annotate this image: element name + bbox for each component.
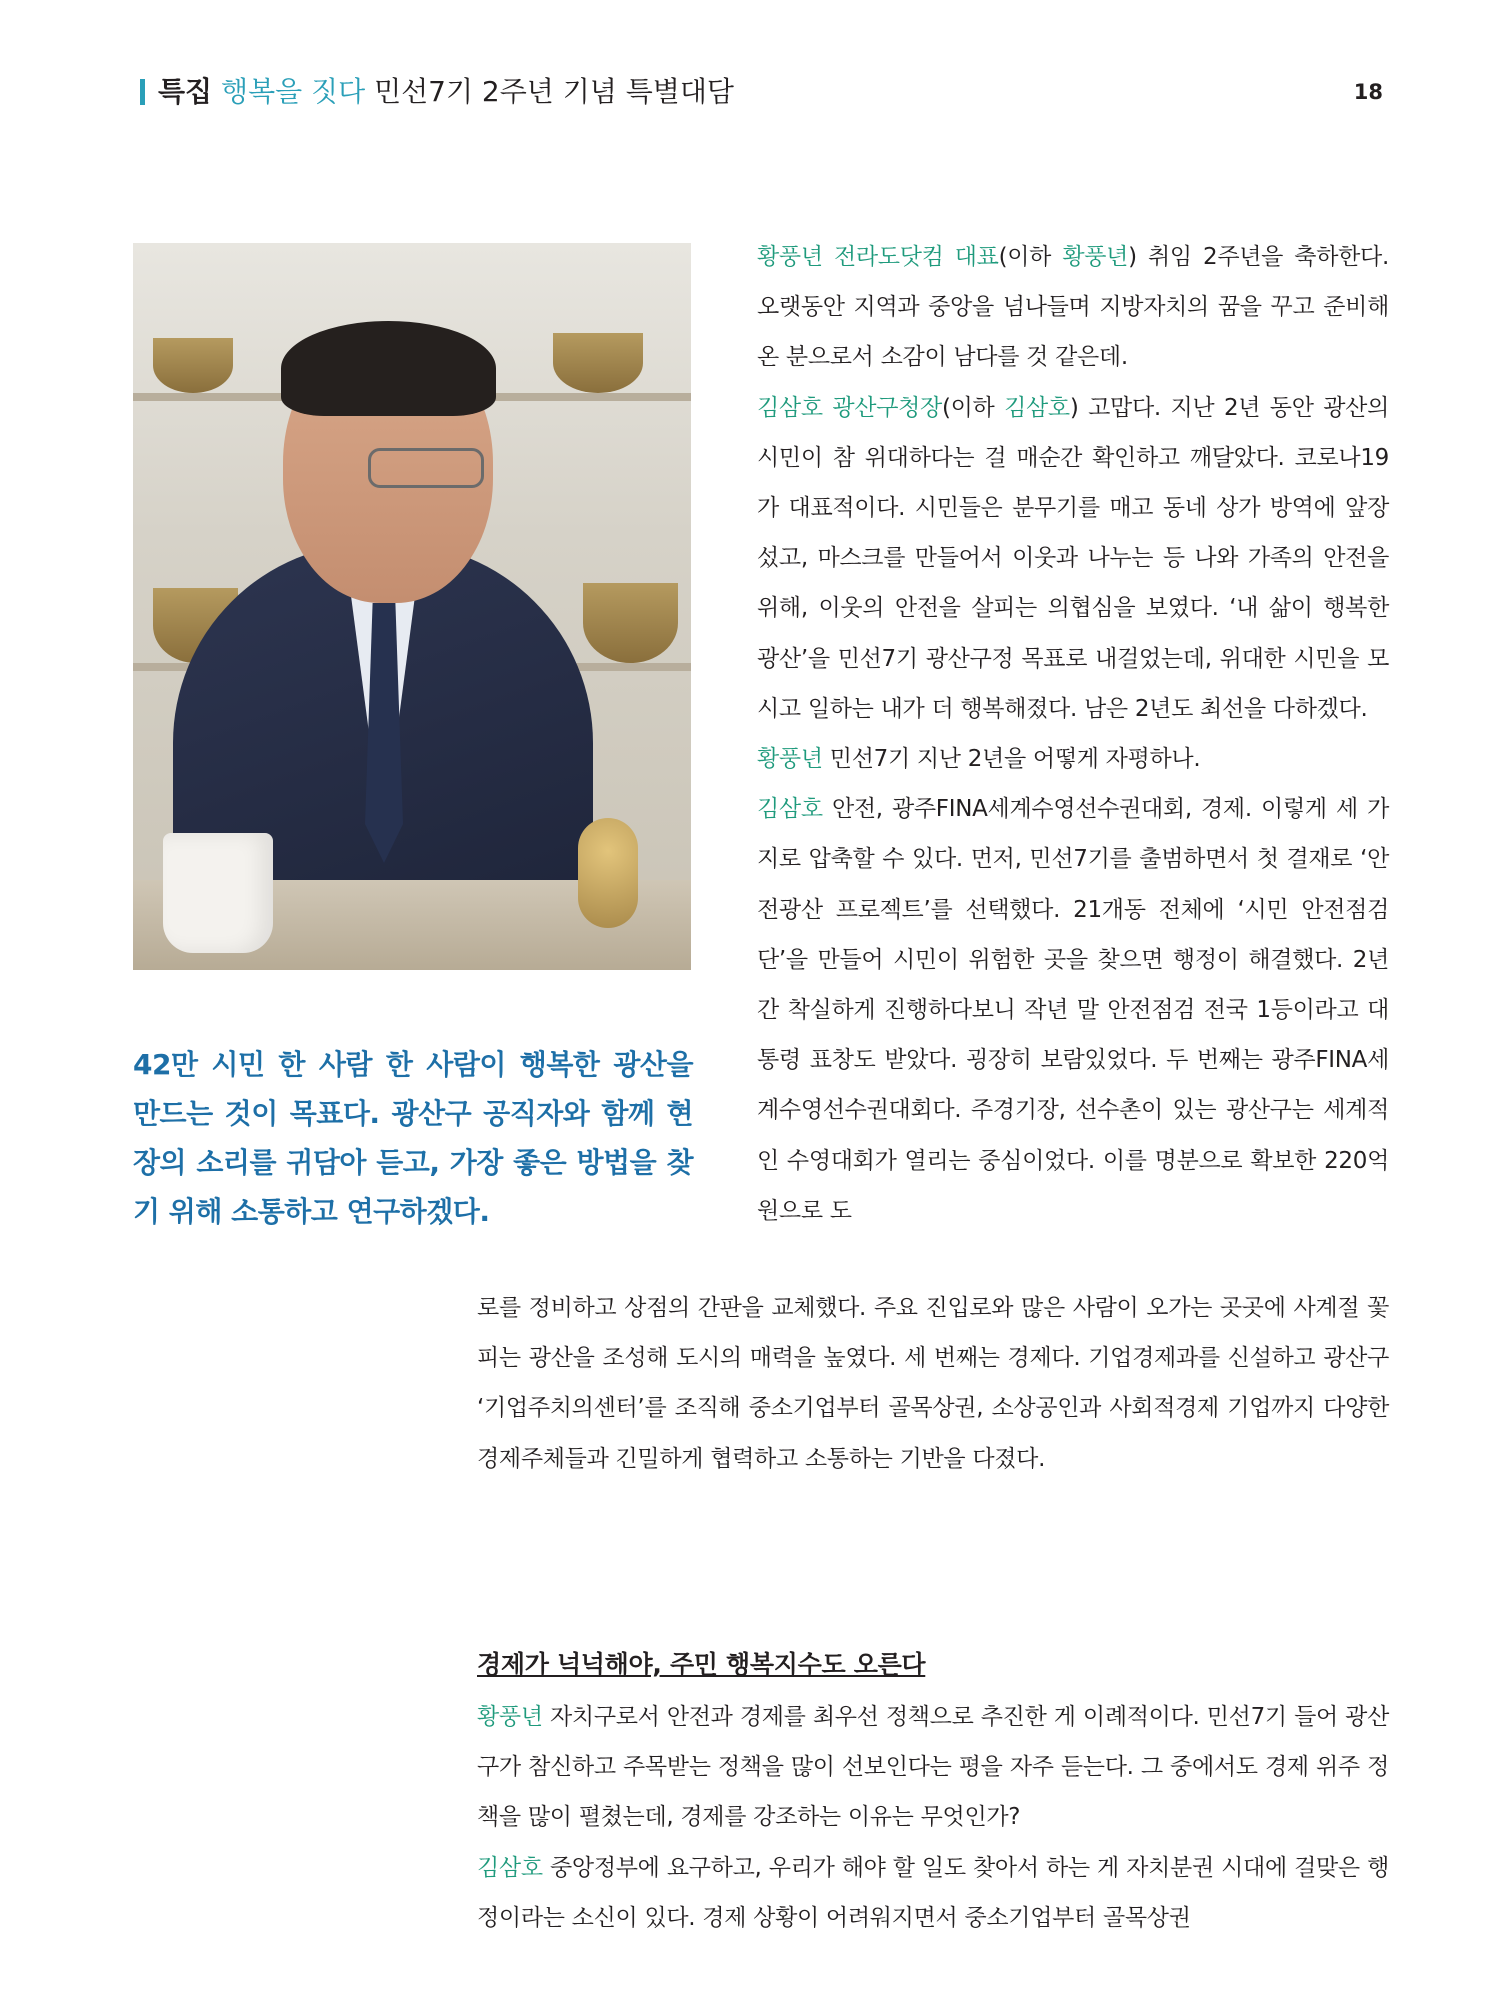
photo-hair (281, 321, 496, 416)
interview-paragraph (757, 784, 1389, 1236)
alias-close: ) (1128, 244, 1137, 270)
speaker-label: 김삼호 (477, 1854, 543, 1881)
page-number: 18 (1353, 80, 1383, 104)
paragraph-text: 중앙정부에 요구하고, 우리가 해야 할 일도 찾아서 하는 게 자치분권 시대에 걸맞은 행정이라는 소신이 있다. 경제 상황이 어려워지면서 중소기업부터 골목상권 (477, 1854, 1389, 1931)
section-heading: 경제가 넉넉해야, 주민 행복지수도 오른다 (477, 1650, 926, 1679)
alias-open: (이하 (998, 244, 1063, 270)
header-title (158, 72, 734, 112)
interview-paragraph (757, 232, 1389, 383)
alias-open: (이하 (941, 394, 1005, 421)
interview-photo (133, 243, 691, 970)
photo-ornament (578, 818, 638, 928)
interview-paragraph (477, 1843, 1389, 1943)
speaker-alias: 김삼호 (1004, 394, 1070, 421)
interview-paragraph (757, 734, 1389, 784)
photo-glasses (368, 448, 484, 488)
page-header (140, 72, 1383, 112)
header-subtitle: 민선7기 2주년 기념 특별대담 (374, 75, 734, 108)
speaker-label: 황풍년 (477, 1704, 543, 1730)
paragraph-text: 민선7기 지난 2년을 어떻게 자평하나. (822, 746, 1201, 773)
paragraph-text: 자치구로서 안전과 경제를 최우선 정책으로 추진한 게 이례적이다. 민선7기 들어 광산구가 참신하고 주목받는 정책을 많이 선보인다는 평을 자주 듣는다. 그 중에서도 경제 위주 정책을 많이 펼쳤는데, 경제를 강조하는 이유는 무엇인가? (477, 1704, 1389, 1831)
photo-bowl (583, 583, 678, 663)
header-accent-text: 행복을 짓다 (221, 75, 366, 108)
speaker-label: 황풍년 (757, 746, 823, 773)
pull-quote: 42만 시민 한 사람 한 사람이 행복한 광산을 만드는 것이 목표다. 광산구 공직자와 함께 현장의 소리를 귀담아 듣고, 가장 좋은 방법을 찾기 위해 소통하고 연구하겠다. (133, 1048, 693, 1228)
speaker-label: 황풍년 전라도닷컴 대표 (757, 244, 999, 270)
interview-section (477, 1642, 1389, 1943)
photo-bowl (553, 333, 643, 393)
interview-paragraph-continued: 로를 정비하고 상점의 간판을 교체했다. 주요 진입로와 많은 사람이 오가는 곳곳에 사계절 꽃피는 광산을 조성해 도시의 매력을 높였다. 세 번째는 경제다. 기업경제과를 신설하고 광산구 ‘기업주치의센터’를 조직해 중소기업부터 골목상권, 소상공인과 사회적경제 기업까지 다양한 경제주체들과 긴밀하게 협력하고 소통하는 기반을 다졌다. (477, 1295, 1389, 1472)
interview-paragraph (757, 383, 1389, 734)
interview-column-full (477, 1283, 1389, 1484)
paragraph-text: 취임 2주년을 축하한다. 오랫동안 지역과 중앙을 넘나들며 지방자치의 꿈을 꾸고 준비해온 분으로서 소감이 남다를 것 같은데. (757, 244, 1389, 371)
speaker-label: 김삼호 (757, 796, 823, 823)
photo-bowl (153, 338, 233, 393)
speaker-alias: 황풍년 (1062, 244, 1129, 270)
paragraph-text: 고맙다. 지난 2년 동안 광산의 시민이 참 위대하다는 걸 매순간 확인하고 깨달았다. 코로나19가 대표적이다. 시민들은 분무기를 매고 동네 상가 방역에 앞장섰고, 마스크를 만들어서 이웃과 나누는 등 나와 가족의 안전을 위해, 이웃의 안전을 살피는 의협심을 보였다. ‘내 삶이 행복한 광산’을 민선7기 광산구정 목표로 내걸었는데, 위대한 시민을 모시고 일하는 내가 더 행복해졌다. 남은 2년도 최선을 다하겠다. (757, 394, 1389, 722)
header-tag: 특집 (158, 75, 213, 108)
interview-column-right (757, 232, 1389, 1236)
paragraph-text: 안전, 광주FINA세계수영선수권대회, 경제. 이렇게 세 가지로 압축할 수 있다. 먼저, 민선7기를 출범하면서 첫 결재로 ‘안전광산 프로젝트’를 선택했다. 21개동 전체에 ‘시민 안전점검단’을 만들어 시민이 위험한 곳을 찾으면 행정이 해결했다. 2년간 착실하게 진행하다보니 작년 말 안전점검 전국 1등이라고 대통령 표창도 받았다. 굉장히 보람있었다. 두 번째는 광주FINA세계수영선수권대회다. 주경기장, 선수촌이 있는 광산구는 세계적인 수영대회가 열리는 중심이었다. 이를 명분으로 확보한 220억 원으로 도 (757, 796, 1389, 1224)
alias-close: ) (1069, 394, 1079, 421)
interview-paragraph (477, 1692, 1389, 1843)
speaker-label: 김삼호 광산구청장 (757, 394, 942, 421)
header-accent-bar (140, 79, 145, 105)
photo-cup (163, 833, 273, 953)
